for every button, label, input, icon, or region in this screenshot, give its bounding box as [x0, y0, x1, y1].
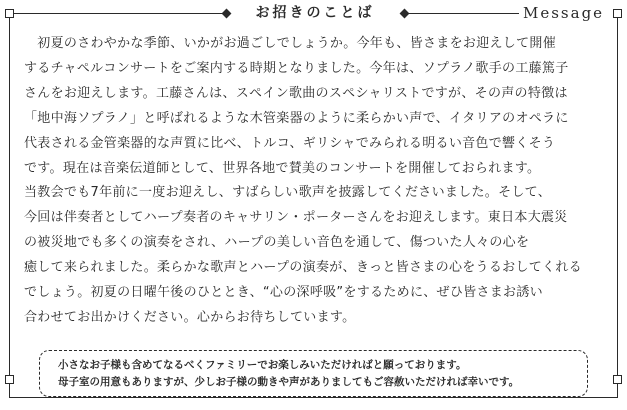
body-line: の被災地でも多くの演奏をされ、ハープの美しい音色を通して、傷ついた人々の心を: [24, 235, 530, 251]
notice-line: 母子室の用意もありますが、少しお子様の動きや声がありましてもご容赦いただければ幸いです。: [58, 376, 520, 388]
notice-line: 小さなお子様も含めてなるべくファミリーでお楽しみいただければと願っております。: [58, 359, 467, 371]
body-line: です。現在は音楽伝道師として、世界各地で賛美のコンサートを開催しておられます。: [24, 160, 541, 176]
header-rule-right: [404, 13, 519, 14]
family-notice-box: [39, 350, 588, 397]
body-line: 当教会でも7年前に一度お迎えし、すばらしい歌声を披露してくださいました。そして、: [24, 185, 552, 201]
page-subtitle: Message: [523, 4, 605, 22]
corner-ornament-top-left: [5, 9, 14, 18]
body-line: 癒して来られました。柔らかな歌声とハープの演奏が、きっと皆さまの心をうるおしてくれる: [24, 260, 582, 276]
corner-ornament-bottom-right: [613, 375, 622, 384]
body-line: するチャペルコンサートをご案内する時期となりました。今年は、ソプラノ歌手の工藤篤子: [24, 60, 569, 76]
body-line: でしょう。初夏の日曜午後のひととき、“心の深呼吸”をするために、ぜひ皆さまお誘い: [24, 285, 543, 301]
corner-ornament-bottom-left: [5, 375, 14, 384]
header-rule-left: [9, 13, 227, 14]
body-line: 「地中海ソプラノ」と呼ばれるような木管楽器のように柔らかい声で、イタリアのオペラに: [24, 110, 569, 126]
body-line: 今回は伴奏者としてハープ奏者のキャサリン・ポーターさんをお迎えします。東日本大震災: [24, 210, 568, 226]
message-body: [24, 32, 604, 331]
corner-ornament-top-right: [613, 9, 622, 18]
body-line: さんをお迎えします。工藤さんは、スペイン歌曲のスペシャリストですが、その声の特徴は: [24, 85, 568, 101]
body-line: 初夏のさわやかな季節、いかがお過ごしでしょうか。今年も、皆さまをお迎えして開催: [24, 36, 557, 51]
page-title: お招きのことば: [255, 5, 375, 21]
body-line: 合わせてお出かけください。心からお待ちしています。: [24, 309, 356, 325]
body-line: 代表される金管楽器的な声質に比べ、トルコ、ギリシャでみられる明るい音色で響くそう: [24, 135, 556, 151]
